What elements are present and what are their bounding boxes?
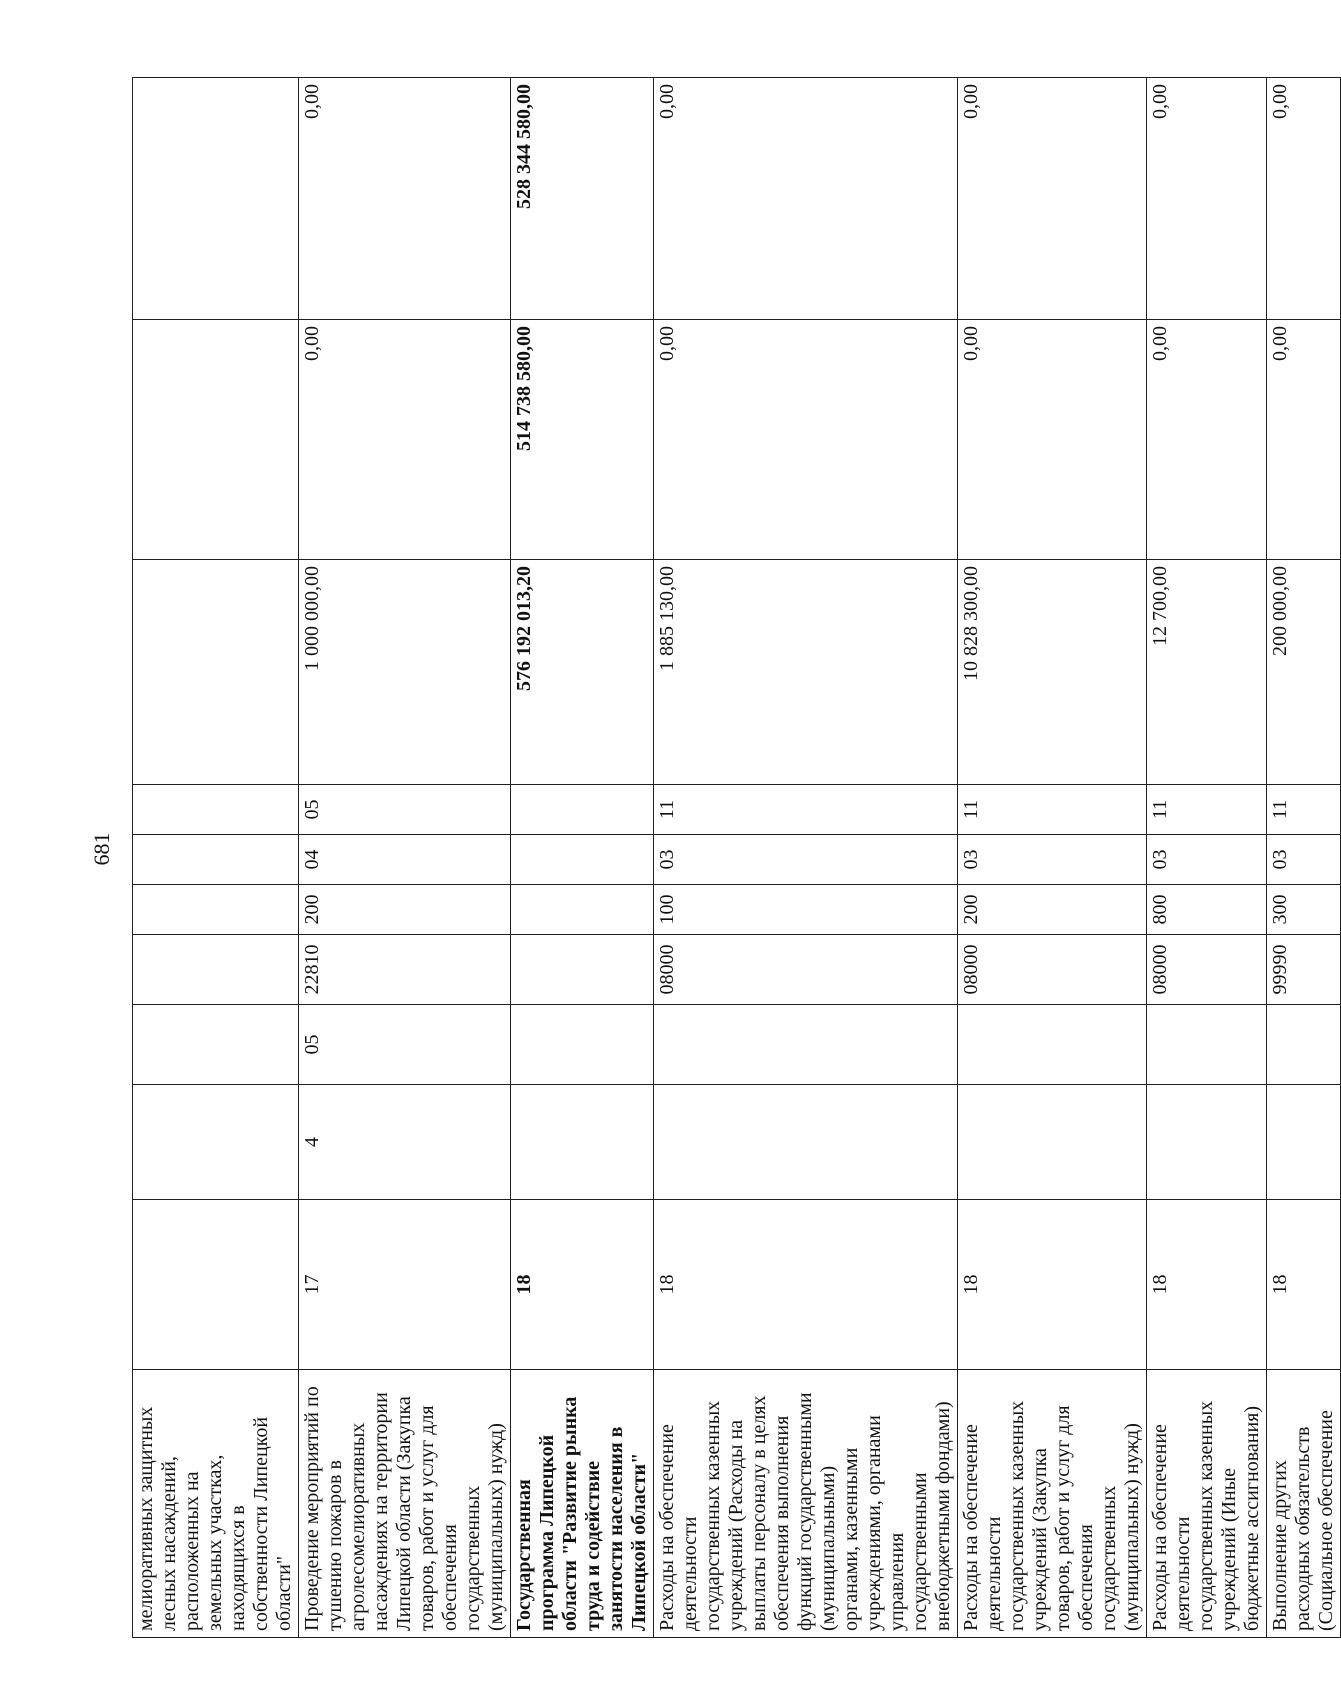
table-row	[1267, 78, 1341, 1638]
sum-year-3-cell: 0,00	[1267, 78, 1341, 320]
subprogram-code-cell	[958, 1085, 1147, 1200]
sum-year-3-cell: 0,00	[1147, 78, 1267, 320]
expense-type-cell	[511, 885, 654, 935]
subprogram-code-cell	[1147, 1085, 1267, 1200]
section-cell: 03	[654, 835, 958, 885]
sum-year-3-cell: 0,00	[299, 78, 511, 320]
row-name-cell: Расходы на обеспечение деятельности государственных казенных учреждений (Расходы на выплаты персоналу в целях обеспечения выполнения функций государственными (муниципальными) органами, казенными учреждениями, органами управления государственными внебюджетными фондами)	[654, 1370, 958, 1638]
subsection-cell: 11	[654, 785, 958, 835]
subprogram-code-cell	[1267, 1085, 1341, 1200]
program-code-cell: 18	[958, 1200, 1147, 1370]
table-row	[133, 78, 299, 1638]
row-name-cell: Государственная программа Липецкой области "Развитие рынка труда и содействие занятости населения в Липецкой области"	[511, 1370, 654, 1638]
subsection-cell: 05	[299, 785, 511, 835]
section-cell: 03	[1147, 835, 1267, 885]
subprogram-code-cell: 4	[299, 1085, 511, 1200]
main-event-code-cell	[1147, 1005, 1267, 1085]
expense-type-cell: 800	[1147, 885, 1267, 935]
program-code-cell: 18	[654, 1200, 958, 1370]
section-cell	[511, 835, 654, 885]
table-row	[958, 78, 1147, 1638]
sum-year-2-cell	[133, 320, 299, 560]
section-cell: 03	[1267, 835, 1341, 885]
sum-year-1-cell: 576 192 013,20	[511, 560, 654, 785]
row-name-cell: Выполнение других расходных обязательств (Социальное обеспечение	[1267, 1370, 1341, 1638]
table-row	[654, 78, 958, 1638]
sum-year-1-cell: 1 000 000,00	[299, 560, 511, 785]
expense-type-cell: 200	[299, 885, 511, 935]
section-cell: 03	[958, 835, 1147, 885]
subprogram-code-cell	[133, 1085, 299, 1200]
page-number: 681	[89, 832, 114, 866]
subprogram-code-cell	[654, 1085, 958, 1200]
main-event-code-cell: 05	[299, 1005, 511, 1085]
section-cell	[133, 835, 299, 885]
expense-type-cell: 200	[958, 885, 1147, 935]
main-event-code-cell	[654, 1005, 958, 1085]
row-name-cell: Расходы на обеспечение деятельности государственных казенных учреждений (Закупка товаров, работ и услуг для обеспечения государственных (муниципальных) нужд)	[958, 1370, 1147, 1638]
subprogram-code-cell	[511, 1085, 654, 1200]
subsection-cell	[133, 785, 299, 835]
direction-code-cell	[511, 935, 654, 1005]
direction-code-cell: 08000	[1147, 935, 1267, 1005]
main-event-code-cell	[133, 1005, 299, 1085]
program-code-cell: 18	[1267, 1200, 1341, 1370]
direction-code-cell: 08000	[654, 935, 958, 1005]
main-event-code-cell	[1267, 1005, 1341, 1085]
sum-year-3-cell	[133, 78, 299, 320]
subsection-cell	[511, 785, 654, 835]
expense-type-cell: 300	[1267, 885, 1341, 935]
table-row	[299, 78, 511, 1638]
subsection-cell: 11	[958, 785, 1147, 835]
sum-year-2-cell: 0,00	[1147, 320, 1267, 560]
sum-year-1-cell: 200 000,00	[1267, 560, 1341, 785]
sum-year-1-cell: 12 700,00	[1147, 560, 1267, 785]
rotated-table-container	[132, 78, 1337, 1638]
direction-code-cell	[133, 935, 299, 1005]
program-code-cell: 18	[511, 1200, 654, 1370]
sum-year-2-cell: 514 738 580,00	[511, 320, 654, 560]
expense-type-cell: 100	[654, 885, 958, 935]
row-name-cell: Расходы на обеспечение деятельности государственных казенных учреждений (Иные бюджетные ассигнования)	[1147, 1370, 1267, 1638]
program-code-cell: 17	[299, 1200, 511, 1370]
row-name-cell: Проведение мероприятий по тушению пожаров в агролесомелиоративных насаждениях на территории Липецкой области (Закупка товаров, работ и услуг для обеспечения государственных (муниципальных) нужд)	[299, 1370, 511, 1638]
sum-year-1-cell	[133, 560, 299, 785]
main-event-code-cell	[958, 1005, 1147, 1085]
sum-year-3-cell: 0,00	[958, 78, 1147, 320]
program-code-cell	[133, 1200, 299, 1370]
section-cell: 04	[299, 835, 511, 885]
sum-year-2-cell: 0,00	[299, 320, 511, 560]
main-event-code-cell	[511, 1005, 654, 1085]
program-code-cell: 18	[1147, 1200, 1267, 1370]
budget-table	[132, 77, 1341, 1638]
table-row	[511, 78, 654, 1638]
sum-year-2-cell: 0,00	[1267, 320, 1341, 560]
sum-year-2-cell: 0,00	[958, 320, 1147, 560]
subsection-cell: 11	[1267, 785, 1341, 835]
direction-code-cell: 99990	[1267, 935, 1341, 1005]
direction-code-cell: 22810	[299, 935, 511, 1005]
sum-year-2-cell: 0,00	[654, 320, 958, 560]
expense-type-cell	[133, 885, 299, 935]
table-row	[1147, 78, 1267, 1638]
row-name-cell: мелиоративных защитных лесных насаждений, расположенных на земельных участках, находящихся в собственности Липецкой области"	[133, 1370, 299, 1638]
subsection-cell: 11	[1147, 785, 1267, 835]
sum-year-3-cell: 0,00	[654, 78, 958, 320]
sum-year-3-cell: 528 344 580,00	[511, 78, 654, 320]
direction-code-cell: 08000	[958, 935, 1147, 1005]
sum-year-1-cell: 1 885 130,00	[654, 560, 958, 785]
sum-year-1-cell: 10 828 300,00	[958, 560, 1147, 785]
